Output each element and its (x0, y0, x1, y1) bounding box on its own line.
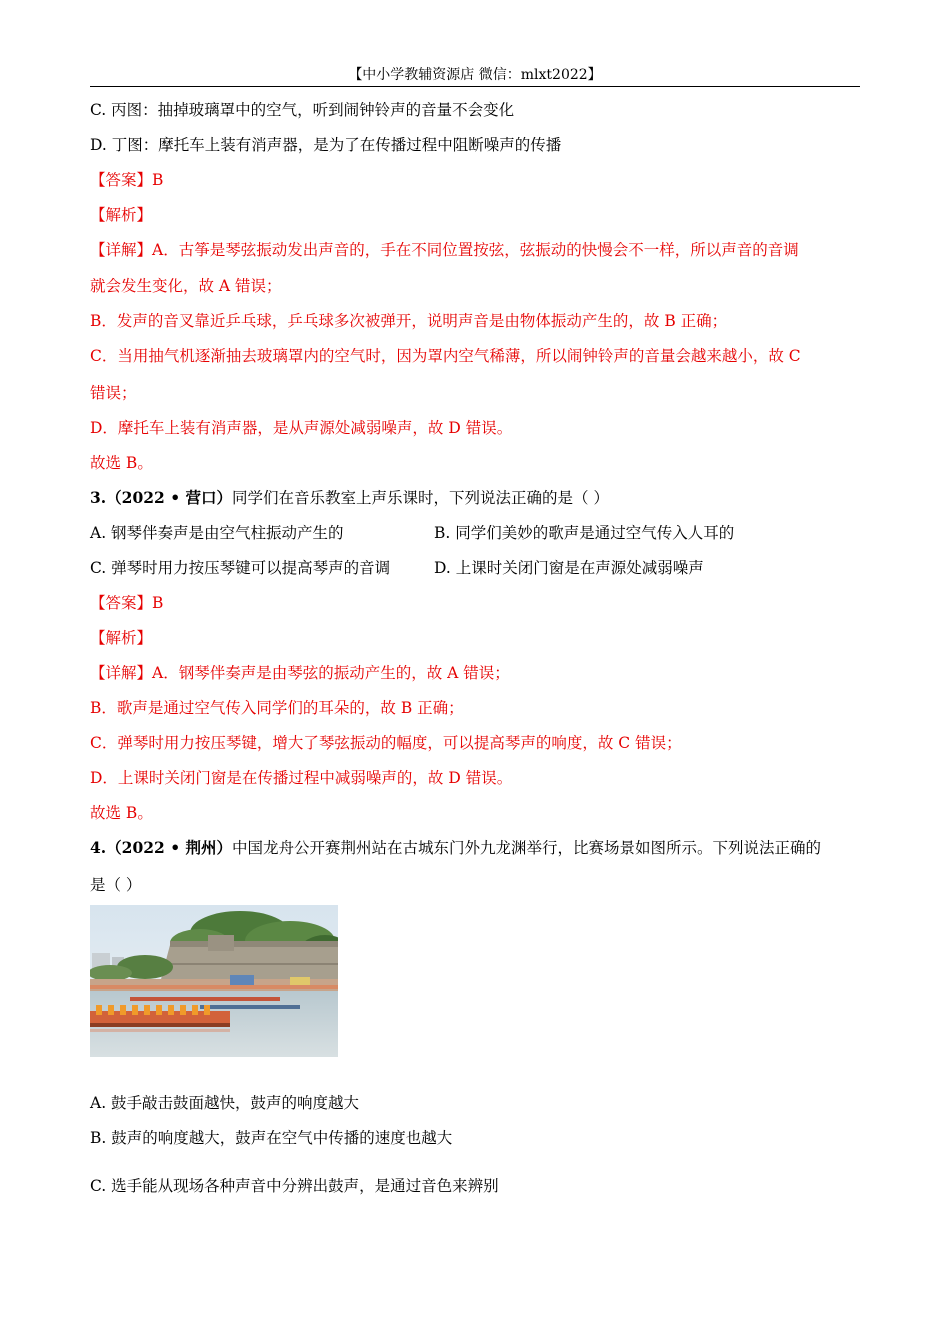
q3-stem: 同学们在音乐教室上声乐课时，下列说法正确的是（ ） (232, 489, 609, 507)
q3-options-row-1 (90, 523, 860, 543)
q3-detail-b: B．歌声是通过空气传入同学们的耳朵的，故 B 正确； (90, 699, 464, 717)
q2-detail-b: B．发声的音叉靠近乒乓球，乒乓球多次被弹开，说明声音是由物体振动产生的，故 B 正确； (90, 312, 728, 330)
q3-answer: 【答案】B (90, 594, 164, 612)
q3-stem-line (90, 488, 860, 508)
q2-detail-a: 【详解】A．古筝是琴弦振动发出声音的，手在不同位置按弦，弦振动的快慢会不一样，所以声音的音调 (90, 241, 799, 259)
q4-stem: 中国龙舟公开赛荆州站在古城东门外九龙渊举行，比赛场景如图所示。下列说法正确的 (232, 839, 822, 857)
q3-option-d: D. 上课时关闭门窗是在声源处减弱噪声 (434, 559, 704, 577)
q2-conclusion: 故选 B。 (90, 454, 153, 472)
q3-option-b: B. 同学们美妙的歌声是通过空气传入人耳的 (434, 524, 735, 542)
dragon-boat-race-photo (90, 905, 338, 1057)
q2-answer: 【答案】B (90, 171, 164, 189)
q3-options-row-2 (90, 558, 860, 578)
q4-option-a: A. 鼓手敲击鼓面越快，鼓声的响度越大 (90, 1094, 360, 1112)
q2-detail-a-cont: 就会发生变化，故 A 错误； (90, 277, 282, 295)
q2-option-c: C. 丙图：抽掉玻璃罩中的空气，听到闹钟铃声的音量不会变化 (90, 101, 515, 119)
q3-detail-d: D．上课时关闭门窗是在传播过程中减弱噪声的，故 D 错误。 (90, 769, 513, 787)
q4-source: 4.（2022 • 荆州） (90, 838, 233, 857)
q3-conclusion: 故选 B。 (90, 804, 153, 822)
q2-detail-c: C．当用抽气机逐渐抽去玻璃罩内的空气时，因为罩内空气稀薄，所以闹钟铃声的音量会越来越小，故 C (90, 347, 801, 365)
q2-detail-c-cont: 错误； (90, 384, 137, 402)
header-divider (90, 86, 860, 87)
q2-option-d: D. 丁图：摩托车上装有消声器，是为了在传播过程中阻断噪声的传播 (90, 136, 562, 154)
q2-detail-d: D．摩托车上装有消声器，是从声源处减弱噪声，故 D 错误。 (90, 419, 513, 437)
q3-option-a: A. 钢琴伴奏声是由空气柱振动产生的 (90, 524, 344, 542)
q4-option-b: B. 鼓声的响度越大，鼓声在空气中传播的速度也越大 (90, 1129, 453, 1147)
q4-stem-line (90, 838, 860, 858)
q3-detail-a: 【详解】A．钢琴伴奏声是由琴弦的振动产生的，故 A 错误； (90, 664, 510, 682)
q4-stem-cont: 是（ ） (90, 876, 142, 894)
q3-source: 3.（2022 • 营口） (90, 488, 233, 507)
q3-option-c: C. 弹琴时用力按压琴键可以提高琴声的音调 (90, 559, 391, 577)
q3-detail-c: C．弹琴时用力按压琴键，增大了琴弦振动的幅度，可以提高琴声的响度，故 C 错误； (90, 734, 682, 752)
page-header: 【中小学教辅资源店 微信：mlxt2022】 (348, 67, 602, 83)
q2-analysis-label: 【解析】 (90, 206, 153, 224)
q3-analysis-label: 【解析】 (90, 629, 153, 647)
q4-option-c: C. 选手能从现场各种声音中分辨出鼓声，是通过音色来辨别 (90, 1177, 499, 1195)
